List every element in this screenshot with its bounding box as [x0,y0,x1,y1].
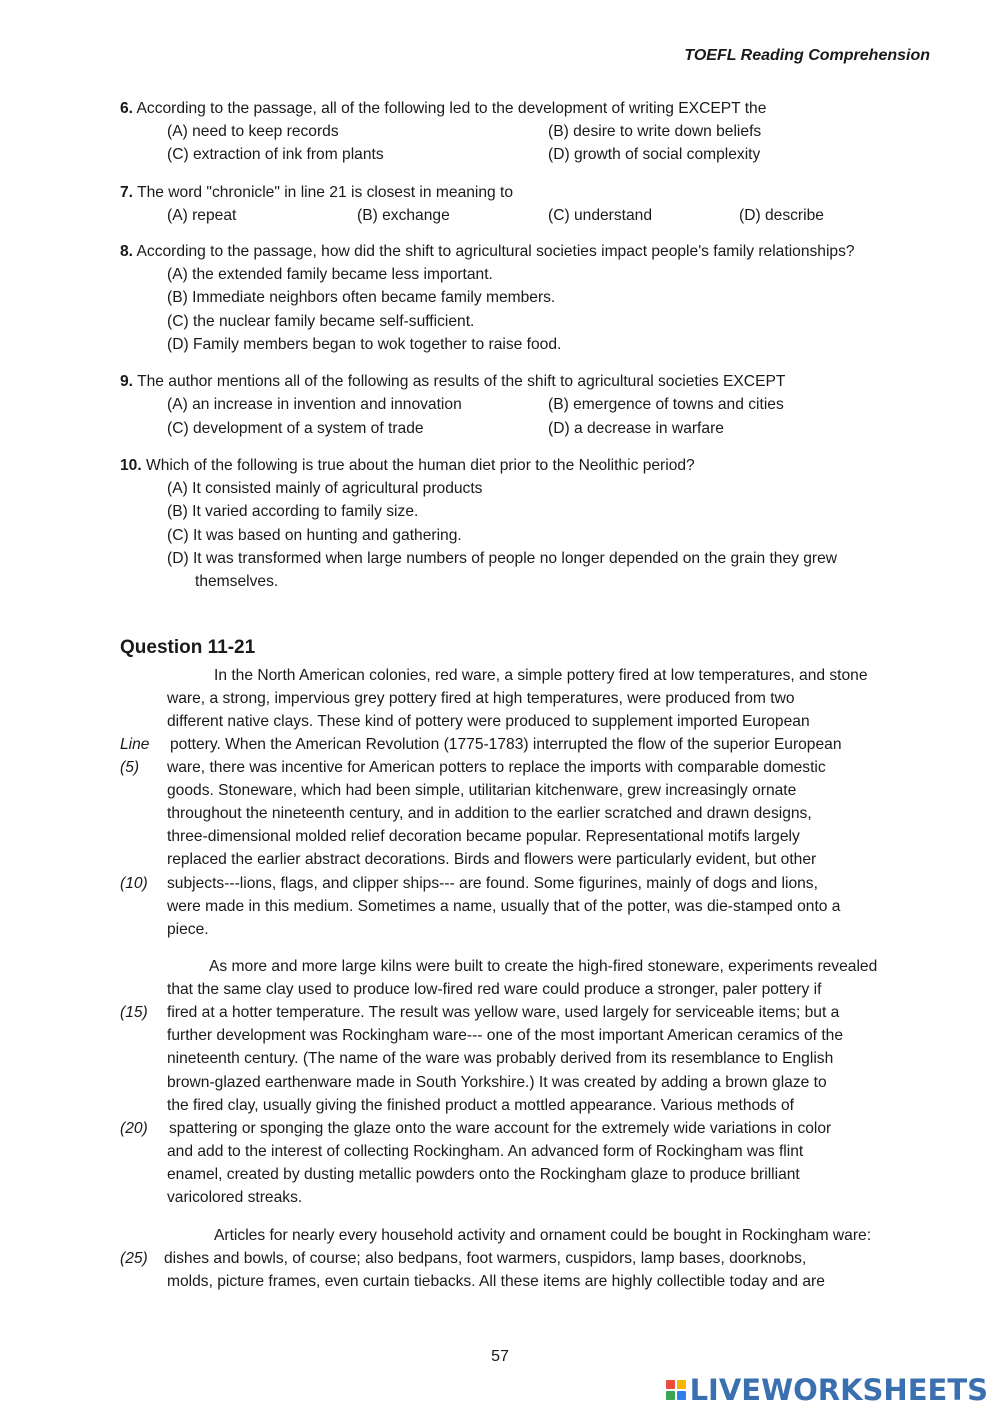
question-number: 9. [120,373,134,390]
passage-line: molds, picture frames, even curtain tiebacks. All these items are highly collectible today and are [167,1273,825,1290]
passage-line: throughout the nineteenth century, and in addition to the earlier scratched and drawn designs, [167,805,812,822]
option: (C) the nuclear family became self-sufficient. [167,313,475,330]
option: (D) describe [739,207,824,224]
page-number: 57 [491,1348,509,1365]
option: (C) understand [548,207,653,224]
header-title: TOEFL Reading Comprehension [684,47,930,64]
option: (C) development of a system of trade [167,420,424,437]
passage-line: enamel, created by dusting metallic powders onto the Rockingham glaze to produce brilliant [167,1166,800,1183]
passage-line: ware, a strong, impervious grey pottery fired at high temperatures, were produced from two [167,690,795,707]
line-marker: (10) [120,875,148,892]
line-marker: (25) [120,1250,148,1267]
option: (B) exchange [357,207,450,224]
question-stem: Which of the following is true about the human diet prior to the Neolithic period? [146,457,695,474]
option: (D) It was transformed when large numbers of people no longer depended on the grain they grew [167,550,838,567]
logo-square [677,1391,686,1400]
logo-square [677,1380,686,1389]
passage-line: nineteenth century. (The name of the ware was probably derived from its resemblance to English [167,1050,834,1067]
passage-line: different native clays. These kind of pottery were produced to supplement imported European [167,713,810,730]
section-title: Question 11-21 [120,637,256,658]
passage-line: ware, there was incentive for American potters to replace the imports with comparable domestic [167,759,826,776]
question-stem: According to the passage, how did the shift to agricultural societies impact people's family relationships? [136,243,855,260]
passage-line: further development was Rockingham ware--- one of the most important American ceramics of the [167,1027,844,1044]
passage-line: As more and more large kilns were built to create the high-fired stoneware, experiments revealed [209,958,878,975]
question-stem: The word "chronicle" in line 21 is closest in meaning to [137,184,514,201]
passage-line: piece. [167,921,209,938]
question-number: 7. [120,184,134,201]
question-stem: According to the passage, all of the following led to the development of writing EXCEPT the [136,100,767,117]
option: (B) emergence of towns and cities [548,396,784,413]
option: (A) repeat [167,207,237,224]
passage-line: subjects---lions, flags, and clipper ships--- are found. Some figurines, mainly of dogs and lions, [167,875,818,892]
question-number: 8. [120,243,134,260]
question-number: 6. [120,100,134,117]
option: (B) desire to write down beliefs [548,123,762,140]
option: (B) Immediate neighbors often became family members. [167,289,556,306]
option: (B) It varied according to family size. [167,503,419,520]
option-continuation: themselves. [195,573,279,590]
passage-line: and add to the interest of collecting Rockingham. An advanced form of Rockingham was flint [167,1143,804,1160]
passage-line: In the North American colonies, red ware, a simple pottery fired at low temperatures, and stone [214,667,868,684]
line-marker: (20) [120,1120,148,1137]
option: (A) need to keep records [167,123,339,140]
option: (D) Family members began to wok together to raise food. [167,336,562,353]
option: (D) a decrease in warfare [548,420,724,437]
passage-line: dishes and bowls, of course; also bedpans, foot warmers, cuspidors, lamp bases, doorknobs, [164,1250,807,1267]
logo-square [666,1380,675,1389]
line-marker: (5) [120,759,140,776]
line-marker: Line [120,736,150,753]
passage-line: Articles for nearly every household activity and ornament could be bought in Rockingham ware: [214,1227,872,1244]
logo-square [666,1391,675,1400]
question-9-stem-row [120,373,785,391]
passage-line: were made in this medium. Sometimes a name, usually that of the potter, was die-stamped onto a [167,898,841,915]
option: (A) an increase in invention and innovation [167,396,462,413]
line-marker: (15) [120,1004,148,1021]
question-number: 10. [120,457,142,474]
option: (C) extraction of ink from plants [167,146,384,163]
question-7-stem-row [120,184,513,202]
option: (A) It consisted mainly of agricultural products [167,480,483,497]
question-stem: The author mentions all of the following as results of the shift to agricultural societies EXCEPT [137,373,786,390]
passage-line: varicolored streaks. [167,1189,303,1206]
passage-line: that the same clay used to produce low-fired red ware could produce a stronger, paler pottery if [167,981,822,998]
passage-line: spattering or sponging the glaze onto the ware account for the extremely wide variations in color [169,1120,832,1137]
question-10-stem-row [120,457,695,475]
question-6-stem-row [120,100,766,118]
passage-line: pottery. When the American Revolution (1775-1783) interrupted the flow of the superior European [170,736,842,753]
question-8-stem-row [120,243,855,261]
option: (A) the extended family became less important. [167,266,493,283]
passage-line: the fired clay, usually giving the finished product a mottled appearance. Various methods of [167,1097,795,1114]
liveworksheets-wordmark: LIVEWORKSHEETS [689,1373,988,1407]
passage-line: brown-glazed earthenware made in South Yorkshire.) It was created by adding a brown glaze to [167,1074,827,1091]
option: (D) growth of social complexity [548,146,761,163]
passage-line: goods. Stoneware, which had been simple, utilitarian kitchenware, grew increasingly ornate [167,782,797,799]
passage-line: fired at a hotter temperature. The result was yellow ware, used largely for serviceable items; but a [167,1004,840,1021]
liveworksheets-logo-icon [666,1380,686,1400]
passage-line: replaced the earlier abstract decorations. Birds and flowers were particularly evident, but other [167,851,817,868]
liveworksheets-logo[interactable] [666,1372,988,1408]
option: (C) It was based on hunting and gathering. [167,527,462,544]
passage-line: three-dimensional molded relief decoration became popular. Representational motifs largely [167,828,800,845]
